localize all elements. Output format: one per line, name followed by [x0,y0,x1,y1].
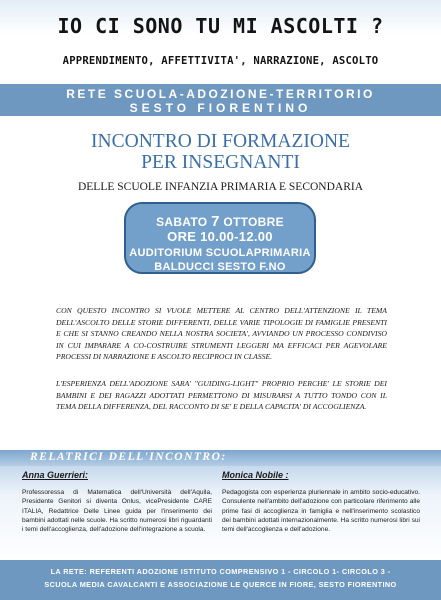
event-day-label: SABATO [156,215,208,229]
description-paragraph-1: CON QUESTO INCONTRO SI VUOLE METTERE AL CENTRO DELL'ATTENZIONE IL TEMA DELL'ASCOLTO DELLE STORIE DIFFERENTI, DELLE VARIE TIPOLOGIE DI FAMIGLIE PRESENTI E CHE SI STANNO CREANDO NELLA NOSTRA SOCIETA', AVVIANDO UN PROCESSO CONDIVISO IN CUI IMPARARE A CO-COSTRUIRE STRUMENTI LEGGERI MA EFFICACI PER AGEVOLARE PROCESSI DI NARRAZIONE E ASCOLTO RECIPROCI IN CLASSE. [56,306,387,362]
event-month: OTTOBRE [223,215,284,229]
description-paragraph-2: L'ESPERIENZA DELL'ADOZIONE SARA' "GUIDING-LIGHT" PROPRIO PERCHE' LE STORIE DEI BAMBINI E DEI RAGAZZI ADOTTATI PERMETTONO DI MISURARSI A TUTTO TONDO CON IL TEMA DELLA DIFFERENZA, DEL RACCONTO DI SE' E DELLA CAPACITA' DI ACCOGLIENZA. [56,379,387,412]
event-audience: DELLE SCUOLE INFANZIA PRIMARIA E SECONDARIA [77,181,364,193]
event-venue-line2: BALDUCCI SESTO F.NO [154,261,286,273]
footer-network-line2: SCUOLA MEDIA CAVALCANTI E ASSOCIAZIONE LE QUERCE IN FIORE, SESTO FIORENTINO [44,580,397,589]
event-venue-line1: AUDITORIUM SCUOLAPRIMARIA [129,247,311,259]
event-date [126,213,314,230]
event-title-line2: PER INSEGNANTI [141,152,300,173]
headline: IO CI SONO TU MI ASCOLTI ? [57,14,384,38]
event-time: ORE 10.00-12.00 [167,229,273,244]
event-day-number: 7 [211,213,220,230]
network-name: RETE SCUOLA-ADOZIONE-TERRITORIO [66,87,375,101]
subheadline: APPRENDIMENTO, AFFETTIVITA', NARRAZIONE, ASCOLTO [62,55,379,67]
event-title-line1: INCONTRO DI FORMAZIONE [91,131,350,152]
network-location: SESTO FIORENTINO [129,101,312,115]
footer-network-line1: LA RETE: REFERENTI ADOZIONE ISTITUTO COMPRENSIVO 1 - CIRCOLO 1- CIRCOLO 3 - [50,567,391,576]
speakers-section-title: RELATRICI DELL'INCONTRO: [30,451,227,463]
event-details-box [124,202,316,274]
speaker-name-right: Monica Nobile : [222,470,289,480]
speaker-bio-left: Professoressa di Matematica dell'Università dell'Aquila, Presidente Genitori si diventa Onlus, vicePresidente CARE ITALIA, Redattrice Delle Linee guida per l'inserimento dei bambini adottati nelle scuole. Ha scritto numerosi libri riguardanti i temi dell'accoglienza, dell'adozione dell'integrazione a scuola. [22,489,212,534]
speaker-bio-right: Pedagogista con esperienza pluriennale in ambito socio-educativo. Consulente nell'ambito dell'adozione con particolare riferimento alle prime fasi di accoglienza in famiglia e nell'inserimento scolastico dei bambini adottati internazionalmente. Ha scritto numerosi libri sui temi dell'accoglienza e dell'adozione. [222,489,420,534]
speaker-name-left: Anna Guerrieri: [22,470,89,480]
